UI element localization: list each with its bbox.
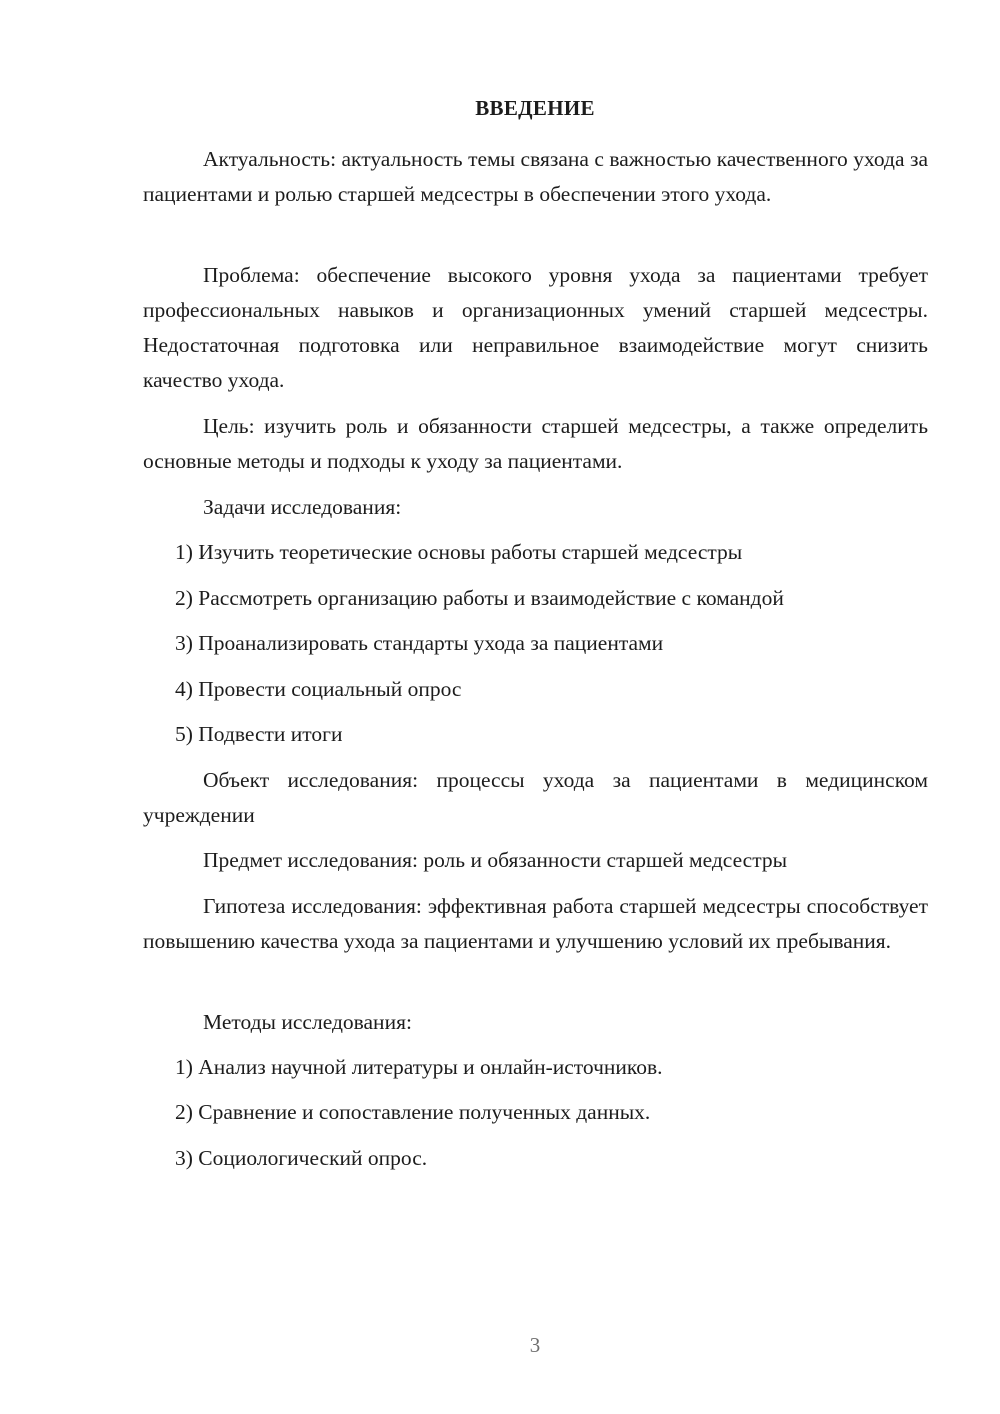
goal-paragraph: Цель: изучить роль и обязанности старшей медсестры, а также определить основные методы и подходы к уходу за пациентами. bbox=[143, 414, 928, 473]
relevance-paragraph: Актуальность: актуальность темы связана с важностью качественного ухода за пациентами и ролью старшей медсестры в обеспечении этого ухода. bbox=[143, 147, 928, 206]
hypothesis-paragraph: Гипотеза исследования: эффективная работа старшей медсестры способствует повышению качества ухода за пациентами и улучшению условий их пребывания. bbox=[143, 894, 928, 953]
method-item-2: 2) Сравнение и сопоставление полученных данных. bbox=[175, 1100, 651, 1124]
tasks-heading: Задачи исследования: bbox=[203, 495, 402, 519]
task-item-5: 5) Подвести итоги bbox=[175, 722, 343, 746]
page-number: 3 bbox=[529, 1333, 541, 1357]
methods-heading: Методы исследования: bbox=[203, 1010, 412, 1034]
method-item-3: 3) Социологический опрос. bbox=[175, 1146, 428, 1170]
task-item-1: 1) Изучить теоретические основы работы старшей медсестры bbox=[175, 540, 743, 564]
task-item-4: 4) Провести социальный опрос bbox=[175, 677, 462, 701]
page-title: ВВЕДЕНИЕ bbox=[475, 96, 595, 120]
subject-paragraph: Предмет исследования: роль и обязанности старшей медсестры bbox=[203, 848, 788, 872]
task-item-2: 2) Рассмотреть организацию работы и взаимодействие с командой bbox=[175, 586, 784, 610]
task-item-3: 3) Проанализировать стандарты ухода за пациентами bbox=[175, 631, 664, 655]
method-item-1: 1) Анализ научной литературы и онлайн-источников. bbox=[175, 1055, 663, 1079]
problem-paragraph: Проблема: обеспечение высокого уровня ухода за пациентами требует профессиональных навыков и организационных умений старшей медсестры. Недостаточная подготовка или неправильное взаимодействие могут снизить качество ухода. bbox=[143, 263, 928, 392]
object-paragraph: Объект исследования: процессы ухода за пациентами в медицинском учреждении bbox=[143, 768, 928, 827]
